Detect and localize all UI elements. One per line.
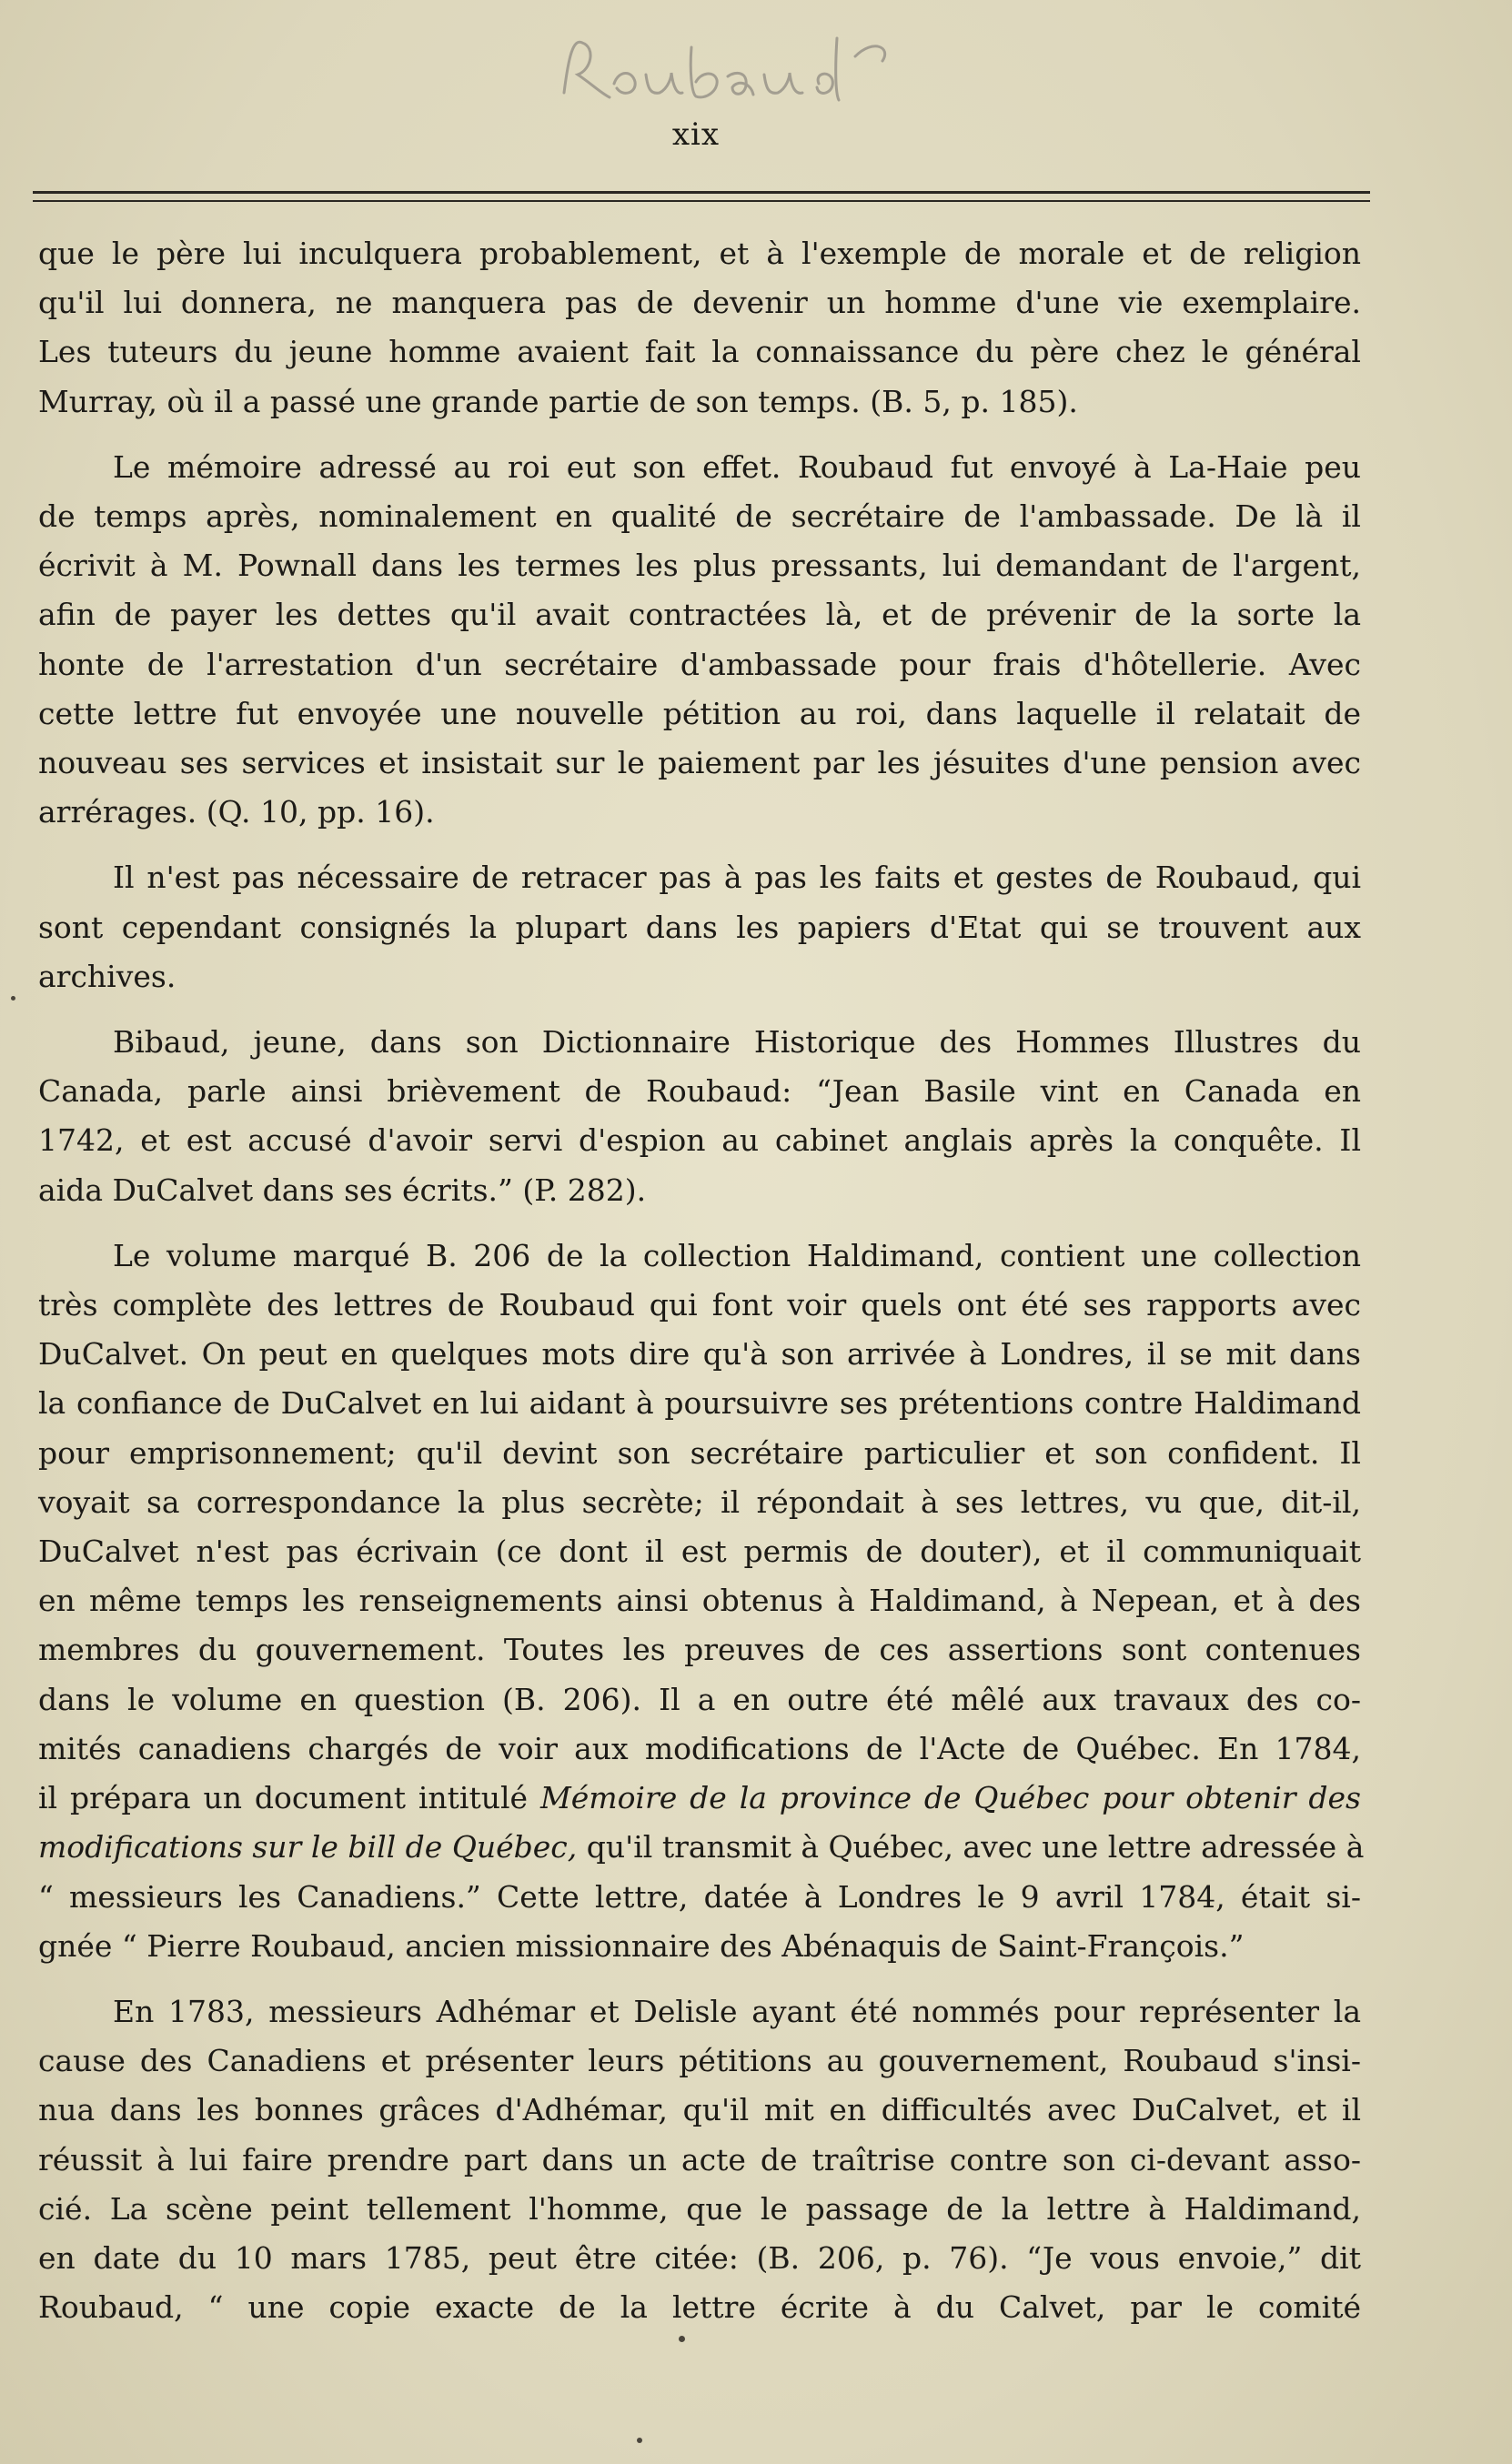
paragraph-4 xyxy=(38,1018,1361,1215)
text-line: réussit à lui faire prendre part dans un acte de traîtrise contre son ci-devant asso- xyxy=(38,2141,1361,2177)
header-rule xyxy=(33,191,1370,194)
text-line xyxy=(38,1823,1365,1872)
text-line-suffix: qu'il transmit à Québec, avec une lettre adressée à xyxy=(577,1829,1365,1866)
text-line: Roubaud, “ une copie exacte de la lettre écrite à du Calvet, par le comité xyxy=(38,2289,1361,2326)
text-line: de temps après, nominalement en qualité de secrétaire de l'ambassade. De là il xyxy=(38,498,1361,535)
paragraph-1 xyxy=(38,229,1361,427)
text-line: Les tuteurs du jeune homme avaient fait la connaissance du père chez le général xyxy=(38,334,1361,370)
page-speck xyxy=(11,996,15,1001)
body-text xyxy=(38,229,1365,2332)
text-line: membres du gouvernement. Toutes les preuves de ces assertions sont contenues xyxy=(38,1632,1361,1668)
text-line: Le mémoire adressé au roi eut son effet. Roubaud fut envoyé à La-Haie peu xyxy=(113,448,1361,485)
text-line-prefix: il prépara un document intitulé xyxy=(38,1780,540,1816)
text-line: DuCalvet n'est pas écrivain (ce dont il est permis de douter), et il communiquait xyxy=(38,1534,1361,1570)
text-line: pour emprisonnement; qu'il devint son secrétaire particulier et son confident. Il xyxy=(38,1434,1361,1471)
text-line: très complète des lettres de Roubaud qui font voir quels ont été ses rapports avec xyxy=(38,1287,1361,1323)
text-line: en date du 10 mars 1785, peut être citée: (B. 206, p. 76). “Je vous envoie,” dit xyxy=(38,2239,1361,2276)
text-line: “ messieurs les Canadiens.” Cette lettre, datée à Londres le 9 avril 1784, était si- xyxy=(38,1878,1361,1915)
text-line xyxy=(38,1774,1361,1823)
text-line: sont cependant consignés la plupart dans les papiers d'Etat qui se trouvent aux xyxy=(38,909,1361,945)
page-speck xyxy=(637,2438,642,2443)
text-line: 1742, et est accusé d'avoir servi d'espion au cabinet anglais après la conquête. Il xyxy=(38,1122,1361,1159)
document-title-italic-cont: modifications sur le bill de Québec, xyxy=(38,1829,578,1866)
page-number: xix xyxy=(671,116,721,153)
text-line: afin de payer les dettes qu'il avait contractées là, et de prévenir de la sorte la xyxy=(38,597,1361,633)
text-line: gnée “ Pierre Roubaud, ancien missionnaire des Abénaquis de Saint-François.” xyxy=(38,1927,1245,1964)
header-rule-thin xyxy=(33,200,1370,202)
text-line: En 1783, messieurs Adhémar et Delisle ayant été nommés pour représenter la xyxy=(113,1993,1361,2029)
text-line: Canada, parle ainsi brièvement de Roubaud: “Jean Basile vint en Canada en xyxy=(38,1073,1361,1110)
text-line: cause des Canadiens et présenter leurs pétitions au gouvernement, Roubaud s'insi- xyxy=(38,2043,1361,2079)
text-line: qu'il lui donnera, ne manquera pas de devenir un homme d'une vie exemplaire. xyxy=(38,285,1361,321)
text-line: Il n'est pas nécessaire de retracer pas à pas les faits et gestes de Roubaud, qui xyxy=(113,860,1361,896)
document-title-italic: Mémoire de la province de Québec pour obtenir des xyxy=(539,1780,1361,1816)
paragraph-5 xyxy=(38,1232,1365,1971)
paragraph-2 xyxy=(38,443,1361,838)
paragraph-6 xyxy=(38,1987,1361,2332)
text-line: que le père lui inculquera probablement, et à l'exemple de morale et de religion xyxy=(38,236,1361,271)
text-line: Le volume marqué B. 206 de la collection Haldimand, contient une collection xyxy=(113,1237,1361,1273)
text-line: dans le volume en question (B. 206). Il a en outre été mêlé aux travaux des co- xyxy=(38,1681,1361,1717)
text-line: aida DuCalvet dans ses écrits.” (P. 282). xyxy=(38,1172,647,1208)
text-line: mités canadiens chargés de voir aux modifications de l'Acte de Québec. En 1784, xyxy=(38,1730,1361,1766)
text-line: voyait sa correspondance la plus secrète; il répondait à ses lettres, vu que, dit-il, xyxy=(38,1483,1361,1520)
text-line: Murray, où il a passé une grande partie de son temps. (B. 5, p. 185). xyxy=(38,383,1078,419)
text-line: en même temps les renseignements ainsi obtenus à Haldimand, à Nepean, et à des xyxy=(38,1583,1361,1619)
text-line: Bibaud, jeune, dans son Dictionnaire Historique des Hommes Illustres du xyxy=(113,1024,1361,1061)
text-line: DuCalvet. On peut en quelques mots dire qu'à son arrivée à Londres, il se mit dans xyxy=(38,1336,1361,1373)
text-line: la confiance de DuCalvet en lui aidant à poursuivre ses prétentions contre Haldimand xyxy=(38,1385,1361,1422)
text-line: cié. La scène peint tellement l'homme, que le passage de la lettre à Haldimand, xyxy=(38,2190,1361,2227)
handwritten-annotation xyxy=(546,20,928,120)
page-speck xyxy=(679,2336,685,2342)
text-line: nouveau ses services et insistait sur le paiement par les jésuites d'une pension avec xyxy=(38,745,1361,781)
text-line: archives. xyxy=(38,958,176,994)
text-line: cette lettre fut envoyée une nouvelle pétition au roi, dans laquelle il relatait de xyxy=(38,695,1361,731)
text-line: écrivit à M. Pownall dans les termes les plus pressants, lui demandant de l'argent, xyxy=(38,548,1361,584)
text-line: nua dans les bonnes grâces d'Adhémar, qu'il mit en difficultés avec DuCalvet, et il xyxy=(38,2092,1361,2128)
text-line: honte de l'arrestation d'un secrétaire d'ambassade pour frais d'hôtellerie. Avec xyxy=(38,646,1361,682)
paragraph-3 xyxy=(38,853,1361,1001)
text-line: arrérages. (Q. 10, pp. 16). xyxy=(38,794,435,830)
